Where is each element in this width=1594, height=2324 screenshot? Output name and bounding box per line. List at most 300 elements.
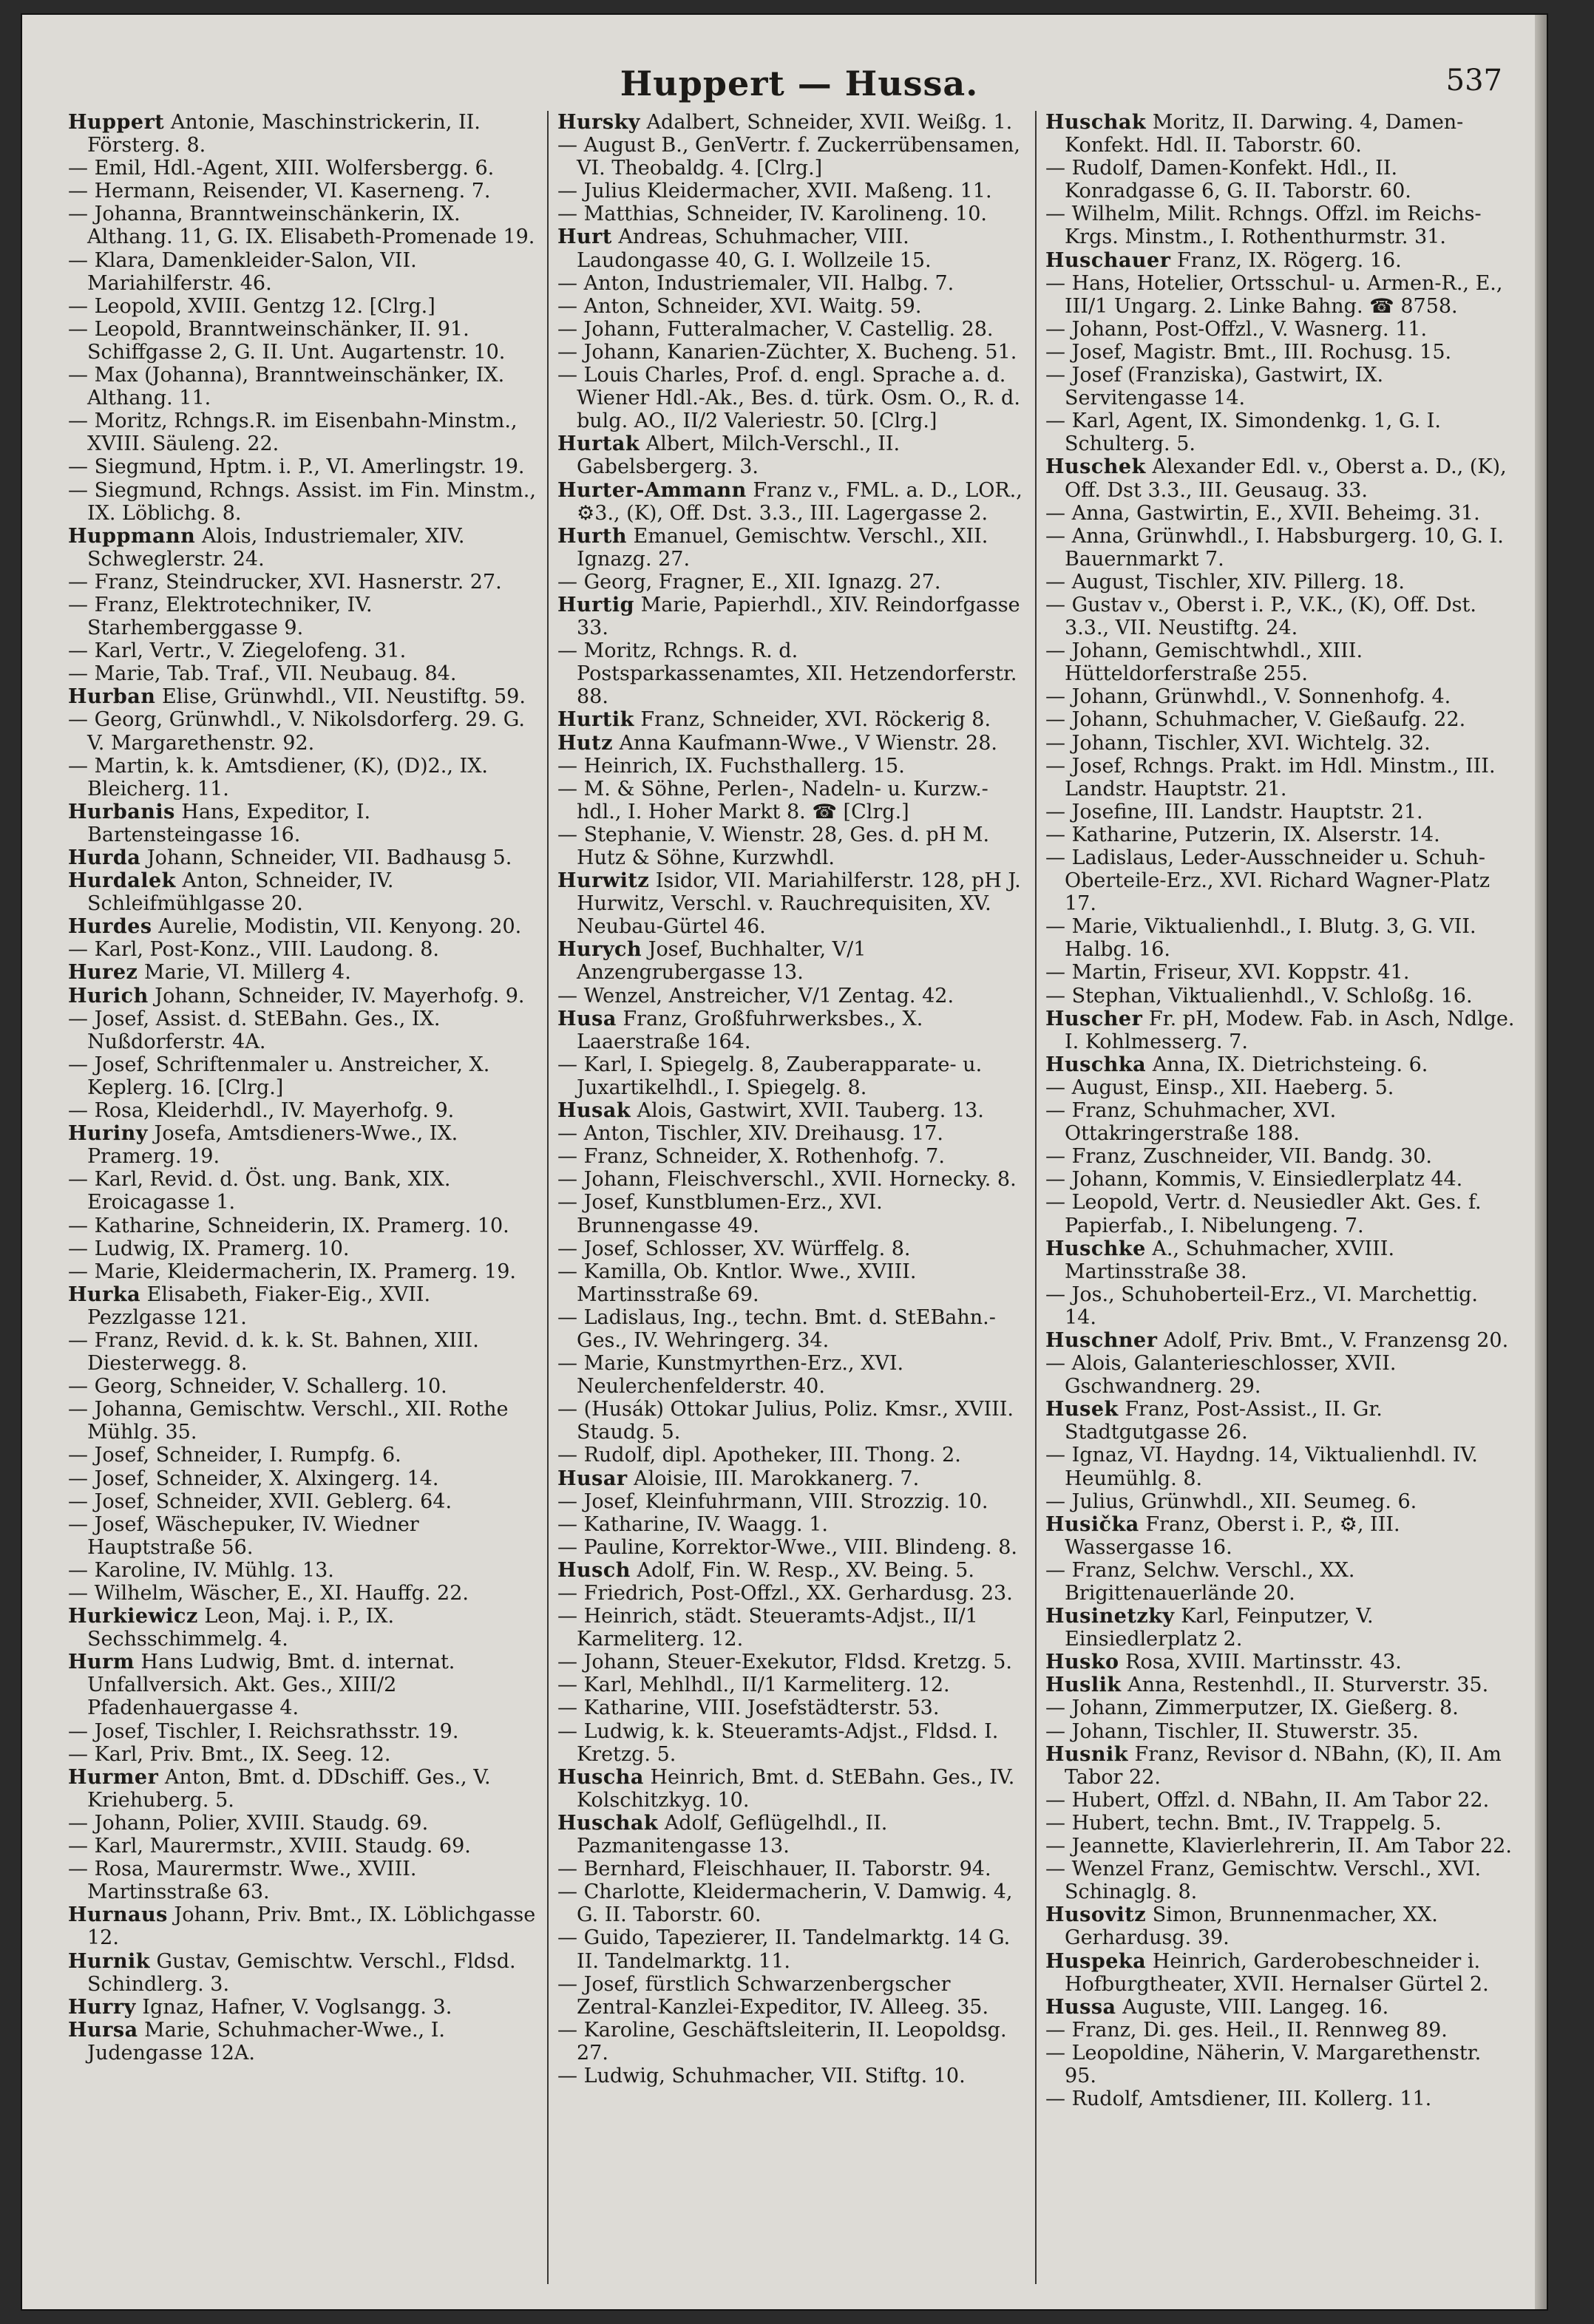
entry-details: — Johann, Steuer-Exekutor, Fldsd. Kretzg. 5. [557, 1651, 1012, 1674]
directory-entry [557, 1766, 1028, 1812]
directory-entry [1045, 823, 1516, 846]
entry-details: Anton, Schneider, IV. Schleifmühlgasse 20. [87, 869, 394, 916]
entry-surname: Hurkiewicz [68, 1605, 198, 1628]
entry-details: — Johanna, Gemischtw. Verschl., XII. Rothe Mühlg. 35. [68, 1398, 509, 1444]
directory-entry [68, 525, 540, 571]
directory-entry [68, 985, 540, 1008]
directory-entry [1045, 1835, 1516, 1858]
directory-entry [1045, 685, 1516, 708]
directory-entry [1045, 1444, 1516, 1489]
directory-entry [557, 203, 1028, 225]
entry-surname: Hurtik [557, 708, 634, 732]
entry-details: Anna, IX. Dietrichsteing. 6. [1146, 1053, 1428, 1076]
directory-entry [557, 2019, 1028, 2065]
entry-details: — Josef, Wäschepuker, IV. Wiedner Hauptstraße 56. [68, 1512, 419, 1559]
directory-entry [1045, 1651, 1516, 1674]
directory-entry [68, 1237, 540, 1260]
directory-entry [1045, 1559, 1516, 1605]
directory-entry [1045, 1352, 1516, 1398]
entry-details: — Johann, Schuhmacher, V. Gießaufg. 22. [1045, 708, 1466, 732]
entry-surname: Husek [1045, 1398, 1119, 1421]
entry-surname: Husar [557, 1467, 628, 1490]
entry-details: — August, Einsp., XII. Haeberg. 5. [1045, 1076, 1394, 1099]
directory-entry [1045, 1099, 1516, 1145]
entry-details: Gustav, Gemischtw. Verschl., Fldsd. Schindlerg. 3. [87, 1949, 516, 1996]
entry-details: Auguste, VIII. Langeg. 16. [1116, 1995, 1389, 2019]
directory-entry [68, 1605, 540, 1651]
entry-details: — Anna, Gastwirtin, E., XVII. Beheimg. 31. [1045, 501, 1480, 525]
entry-surname: Huscha [557, 1765, 644, 1789]
directory-entry [557, 1168, 1028, 1191]
running-title: Huppert — Hussa. [620, 64, 979, 103]
directory-entry [68, 455, 540, 478]
directory-entry [68, 708, 540, 754]
entry-surname: Hurnik [68, 1949, 150, 1973]
directory-entry [68, 1329, 540, 1375]
directory-entry [557, 1099, 1028, 1122]
entry-details: Karl, Feinputzer, V. Einsiedlerplatz 2. [1065, 1605, 1374, 1651]
entry-details: Franz, Großfuhrwerksbes., X. Laaerstraße 164. [577, 1007, 923, 1053]
directory-entry [1045, 915, 1516, 961]
entry-details: — Josef, Kunstblumen-Erz., XVI. Brunnengasse 49. [557, 1191, 883, 1237]
directory-entry [557, 1467, 1028, 1490]
entry-details: Johann, Schneider, VII. Badhausg 5. [140, 846, 512, 869]
directory-entry [68, 1008, 540, 1053]
entry-details: Franz v., FML. a. D., LOR., ⚙3., (K), Off. Dst. 3.3., III. Lagergasse 2. [577, 478, 1022, 525]
directory-entry [1045, 2042, 1516, 2087]
entry-details: — Rudolf, Damen-Konfekt. Hdl., II. Konradgasse 6, G. II. Taborstr. 60. [1045, 157, 1411, 203]
entry-surname: Hurry [68, 1995, 136, 2019]
directory-entry [557, 1444, 1028, 1467]
directory-entry [557, 732, 1028, 755]
directory-entry [1045, 111, 1516, 157]
directory-entry [68, 295, 540, 318]
directory-entry [68, 1444, 540, 1467]
directory-entry [1045, 410, 1516, 455]
entry-details: — Klara, Damenkleider-Salon, VII. Mariahilferstr. 46. [68, 248, 417, 295]
entry-details: — Johann, Kanarien-Züchter, X. Bucheng. 51. [557, 340, 1017, 364]
directory-entry [1045, 1237, 1516, 1283]
entry-details: — Karl, Agent, IX. Simondenkg. 1, G. I. Schulterg. 5. [1045, 410, 1441, 456]
directory-entry [557, 1398, 1028, 1444]
entry-surname: Huscher [1045, 1007, 1143, 1030]
directory-entry [1045, 1720, 1516, 1743]
entry-surname: Husak [557, 1099, 631, 1123]
entry-details: — Charlotte, Kleidermacherin, V. Damwig. 4, G. II. Taborstr. 60. [557, 1880, 1013, 1927]
entry-details: — Wilhelm, Wäscher, E., XI. Hauffg. 22. [68, 1582, 469, 1605]
entry-details: — Jeannette, Klavierlehrerin, II. Am Tabor 22. [1045, 1835, 1512, 1858]
entry-details: — Johann, Tischler, II. Stuwerstr. 35. [1045, 1719, 1419, 1743]
directory-entry [557, 938, 1028, 984]
directory-entry [68, 1283, 540, 1329]
entry-surname: Huschke [1045, 1237, 1146, 1260]
directory-entry [1045, 639, 1516, 685]
entry-surname: Huslik [1045, 1674, 1122, 1697]
directory-entry [1045, 1812, 1516, 1835]
entry-surname: Husovitz [1045, 1903, 1147, 1927]
directory-entry [1045, 1329, 1516, 1352]
entry-details: — Josef, Schneider, X. Alxingerg. 14. [68, 1467, 439, 1490]
directory-entry [1045, 846, 1516, 915]
directory-entry [557, 2065, 1028, 2087]
entry-surname: Hurter-Ammann [557, 478, 747, 502]
directory-entry [1045, 985, 1516, 1008]
entry-details: — Karl, Priv. Bmt., IX. Seeg. 12. [68, 1742, 391, 1766]
entry-details: Rosa, XVIII. Martinsstr. 43. [1119, 1651, 1402, 1674]
entry-details: — Rudolf, Amtsdiener, III. Kollerg. 11. [1045, 2087, 1432, 2111]
entry-surname: Hurdes [68, 915, 152, 939]
directory-entry [557, 755, 1028, 778]
directory-entry [1045, 961, 1516, 984]
directory-entry [1045, 157, 1516, 203]
directory-entry [1045, 1996, 1516, 2019]
entry-details: — Johann, Fleischverschl., XVII. Hornecky. 8. [557, 1168, 1017, 1192]
entry-details: — Marie, Tab. Traf., VII. Neubaug. 84. [68, 662, 457, 686]
entry-details: — Josef, Schlosser, XV. Würffelg. 8. [557, 1237, 911, 1260]
entry-details: — Matthias, Schneider, IV. Karolineng. 10. [557, 203, 988, 226]
directory-entry [1045, 1903, 1516, 1949]
directory-entry [557, 1926, 1028, 1972]
directory-entry [557, 134, 1028, 180]
directory-entry [1045, 594, 1516, 639]
directory-entry [557, 479, 1028, 525]
entry-details: — Leopold, Vertr. d. Neusiedler Akt. Ges. f. Papierfab., I. Nibelungeng. 7. [1045, 1191, 1482, 1237]
entry-details: — Anton, Schneider, XVI. Waitg. 59. [557, 294, 922, 318]
directory-entry [68, 1812, 540, 1835]
entry-details: — Karl, Revid. d. Öst. ung. Bank, XIX. Eroicagasse 1. [68, 1168, 451, 1214]
entry-surname: Hurdalek [68, 869, 176, 893]
entry-surname: Husička [1045, 1512, 1139, 1536]
entry-details: — (Husák) Ottokar Julius, Poliz. Kmsr., XVIII. Staudg. 5. [557, 1398, 1014, 1444]
entry-details: — Heinrich, städt. Steueramts-Adjst., II/1 Karmeliterg. 12. [557, 1605, 978, 1651]
entry-details: — Johann, Kommis, V. Einsiedlerplatz 44. [1045, 1168, 1463, 1192]
entry-details: — Pauline, Korrektor-Wwe., VIII. Blindeng. 8. [557, 1535, 1017, 1559]
directory-entry [557, 180, 1028, 203]
entry-details: — Bernhard, Fleischhauer, II. Taborstr. 94. [557, 1858, 991, 1881]
directory-entry [68, 180, 540, 203]
entry-surname: Hurm [68, 1651, 135, 1674]
entry-details: — Katharine, VIII. Josefstädterstr. 53. [557, 1696, 940, 1720]
directory-entry [68, 938, 540, 961]
directory-entry [68, 157, 540, 180]
directory-entry [557, 1582, 1028, 1605]
directory-entry [557, 1260, 1028, 1306]
entry-details: Marie, Papierhdl., XIV. Reindorfgasse 33. [577, 593, 1020, 640]
directory-entry [557, 1880, 1028, 1926]
entry-details: Alois, Industriemaler, XIV. Schweglerstr. 24. [87, 524, 465, 571]
entry-details: — Josef, Schneider, XVII. Geblerg. 64. [68, 1489, 452, 1513]
entry-details: — Franz, Elektrotechniker, IV. Starhemberggasse 9. [68, 593, 373, 640]
entry-details: — Katharine, Schneiderin, IX. Pramerg. 10. [68, 1214, 509, 1237]
entry-details: — Georg, Grünwhdl., V. Nikolsdorferg. 29. G. V. Margarethenstr. 92. [68, 708, 525, 755]
directory-entry [557, 111, 1028, 134]
directory-entry [1045, 1513, 1516, 1559]
entry-details: — Wilhelm, Milit. Rchngs. Offzl. im Reichs-Krgs. Minstm., I. Rothenthurmstr. 31. [1045, 203, 1482, 249]
entry-details: — Johann, Zimmerputzer, IX. Gießerg. 8. [1045, 1696, 1459, 1720]
entry-surname: Husinetzky [1045, 1605, 1175, 1628]
entry-details: Adalbert, Schneider, XVII. Weißg. 1. [640, 111, 1013, 134]
directory-entry [68, 1513, 540, 1559]
entry-details: — Siegmund, Hptm. i. P., VI. Amerlingstr. 19. [68, 455, 525, 479]
directory-entry [68, 1743, 540, 1766]
directory-entry [68, 1720, 540, 1743]
directory-entry [1045, 801, 1516, 823]
entry-details: — Ludwig, IX. Pramerg. 10. [68, 1237, 350, 1260]
directory-entry [68, 755, 540, 801]
directory-entry [557, 1306, 1028, 1352]
directory-entry [557, 571, 1028, 594]
entry-surname: Hussa [1045, 1995, 1116, 2019]
directory-entry [557, 1812, 1028, 1858]
entry-details: — Marie, Kunstmyrthen-Erz., XVI. Neulerchenfelderstr. 40. [557, 1352, 904, 1399]
entry-details: — Moritz, Rchngs. R. d. Postsparkassenamtes, XII. Hetzendorferstr. 88. [557, 639, 1017, 709]
entry-details: — Emil, Hdl.-Agent, XIII. Wolfersbergg. 6. [68, 157, 495, 180]
entry-details: A., Schuhmacher, XVIII. Martinsstraße 38. [1065, 1237, 1395, 1283]
directory-entry [68, 685, 540, 708]
entry-details: — Max (Johanna), Branntweinschänker, IX. Althang. 11. [68, 364, 505, 410]
entry-details: — Ludwig, Schuhmacher, VII. Stiftg. 10. [557, 2064, 966, 2087]
entry-details: — Johanna, Branntweinschänkerin, IX. Althang. 11, G. IX. Elisabeth-Promenade 19. [68, 203, 535, 249]
directory-entry [68, 1122, 540, 1168]
entry-details: — Karl, I. Spiegelg. 8, Zauberapparate- u. Juxartikelhdl., I. Spiegelg. 8. [557, 1053, 983, 1099]
entry-surname: Hurt [557, 225, 612, 249]
entry-surname: Hurich [68, 984, 149, 1008]
entry-details: Fr. pH, Modew. Fab. in Asch, Ndlge. I. Kohlmesserg. 7. [1065, 1007, 1515, 1053]
entry-details: — Josef, Assist. d. StEBahn. Ges., IX. Nußdorferstr. 4A. [68, 1007, 441, 1053]
entry-details: — Stephanie, V. Wienstr. 28, Ges. d. pH M. Hutz & Söhne, Kurzwhdl. [557, 823, 990, 869]
directory-entry [557, 778, 1028, 823]
entry-surname: Husch [557, 1558, 631, 1582]
directory-entry [68, 1950, 540, 1996]
entry-details: — Gustav v., Oberst i. P., V.K., (K), Off. Dst. 3.3., VII. Neustiftg. 24. [1045, 593, 1476, 640]
directory-entry [1045, 1008, 1516, 1053]
entry-surname: Huschak [557, 1811, 659, 1835]
entry-surname: Hurth [557, 524, 627, 548]
entry-surname: Hurez [68, 961, 138, 985]
entry-surname: Huriny [68, 1122, 148, 1146]
entry-details: — Julius Kleidermacher, XVII. Maßeng. 11. [557, 180, 992, 203]
directory-entry [68, 410, 540, 455]
entry-surname: Husko [1045, 1651, 1119, 1674]
directory-entry [68, 1467, 540, 1490]
entry-details: — Ladislaus, Ing., techn. Bmt. d. StEBahn.-Ges., IV. Wehringerg. 34. [557, 1305, 996, 1352]
entry-details: — M. & Söhne, Perlen-, Nadeln- u. Kurzw.-hdl., I. Hoher Markt 8. ☎ [Clrg.] [557, 777, 988, 823]
entry-details: — Georg, Schneider, V. Schallerg. 10. [68, 1375, 447, 1399]
entry-details: Alois, Gastwirt, XVII. Tauberg. 13. [631, 1099, 984, 1123]
entry-details: — Franz, Selchw. Verschl., XX. Brigittenauerlände 20. [1045, 1558, 1355, 1605]
column-middle [547, 111, 1035, 2284]
directory-entry [1045, 1789, 1516, 1812]
entry-details: — Johann, Tischler, XVI. Wichtelg. 32. [1045, 731, 1431, 755]
directory-entry [1045, 1053, 1516, 1076]
entry-surname: Huppert [68, 111, 165, 134]
entry-details: Anna Kaufmann-Wwe., V Wienstr. 28. [612, 731, 997, 755]
directory-entry [557, 985, 1028, 1008]
entry-surname: Huppmann [68, 524, 196, 548]
entry-details: Adolf, Priv. Bmt., V. Franzensg 20. [1157, 1328, 1509, 1352]
entry-details: — Kamilla, Ob. Kntlor. Wwe., XVIII. Martinsstraße 69. [557, 1260, 917, 1306]
entry-details: — Karl, Maurermstr., XVIII. Staudg. 69. [68, 1835, 471, 1858]
entry-surname: Hurwitz [557, 869, 650, 893]
entry-surname: Huspeka [1045, 1949, 1147, 1973]
entry-details: — Johann, Gemischtwhdl., XIII. Hütteldorferstraße 255. [1045, 639, 1363, 686]
entry-details: Adolf, Geflügelhdl., II. Pazmanitengasse 13. [577, 1811, 888, 1858]
entry-details: — Ladislaus, Leder-Ausschneider u. Schuh-Oberteile-Erz., XVI. Richard Wagner-Platz 17. [1045, 846, 1490, 916]
entry-surname: Hurka [68, 1282, 141, 1306]
entry-details: — Georg, Fragner, E., XII. Ignazg. 27. [557, 570, 941, 594]
directory-entry [1045, 1605, 1516, 1651]
entry-surname: Huschek [1045, 455, 1146, 479]
entry-details: — Hermann, Reisender, VI. Kaserneng. 7. [68, 180, 491, 203]
entry-surname: Huschka [1045, 1053, 1147, 1076]
directory-entry [557, 1605, 1028, 1651]
entry-details: — Jos., Schuhoberteil-Erz., VI. Marchettig. 14. [1045, 1282, 1478, 1329]
entry-surname: Hurbanis [68, 800, 175, 823]
entry-details: — Martin, Friseur, XVI. Koppstr. 41. [1045, 961, 1410, 985]
directory-entry [68, 203, 540, 248]
directory-entry [557, 1191, 1028, 1237]
directory-entry [557, 1651, 1028, 1674]
entry-details: — Josef, Schneider, I. Rumpfg. 6. [68, 1444, 401, 1467]
directory-entry [68, 1582, 540, 1605]
directory-entry [1045, 1145, 1516, 1168]
entry-surname: Hurnaus [68, 1903, 168, 1927]
entry-surname: Hurtak [557, 432, 640, 456]
entry-details: Adolf, Fin. W. Resp., XV. Being. 5. [630, 1558, 974, 1582]
directory-entry [68, 479, 540, 525]
entry-details: — Karl, Mehlhdl., II/1 Karmeliterg. 12. [557, 1674, 950, 1697]
directory-entry [557, 318, 1028, 341]
directory-entry [1045, 732, 1516, 755]
entry-details: — Ignaz, VI. Haydng. 14, Viktualienhdl. IV. Heumühlg. 8. [1045, 1444, 1478, 1490]
entry-details: — Martin, k. k. Amtsdiener, (K), (D)2., IX. Bleicherg. 11. [68, 754, 489, 801]
directory-entry [68, 801, 540, 846]
directory-entry [1045, 1076, 1516, 1099]
entry-surname: Hurban [68, 685, 156, 709]
entry-details: Franz, Post-Assist., II. Gr. Stadtgutgasse 26. [1065, 1398, 1383, 1444]
directory-entry [68, 1053, 540, 1099]
entry-details: Aurelie, Modistin, VII. Kenyong. 20. [152, 915, 522, 939]
entry-details: Elise, Grünwhdl., VII. Neustiftg. 59. [155, 685, 526, 709]
directory-entry [68, 1398, 540, 1444]
entry-details: — Leopold, XVIII. Gentzg 12. [Clrg.] [68, 294, 435, 318]
directory-entry [68, 1490, 540, 1513]
directory-entry [557, 225, 1028, 271]
directory-entry [557, 1008, 1028, 1053]
entry-details: Albert, Milch-Verschl., II. Gabelsbergerg. 3. [577, 432, 901, 479]
directory-entry [1045, 1696, 1516, 1719]
directory-entry [1045, 1283, 1516, 1329]
entry-details: — Karl, Post-Konz., VIII. Laudong. 8. [68, 938, 439, 962]
entry-details: Emanuel, Gemischtw. Verschl., XII. Ignazg. 27. [577, 524, 988, 571]
entry-details: — Alois, Galanterieschlosser, XVII. Gschwandnerg. 29. [1045, 1352, 1397, 1399]
directory-entry [1045, 1490, 1516, 1513]
directory-entry [68, 869, 540, 915]
directory-entry [1045, 455, 1516, 501]
directory-entry [557, 341, 1028, 364]
entry-details: — Josef, Tischler, I. Reichsrathsstr. 19. [68, 1719, 459, 1743]
entry-details: — Josef, Schriftenmaler u. Anstreicher, X. Keplerg. 16. [Clrg.] [68, 1053, 490, 1099]
entry-surname: Husnik [1045, 1742, 1128, 1766]
directory-entry [1045, 525, 1516, 571]
directory-entry [68, 571, 540, 594]
entry-details: — Hans, Hotelier, Ortsschul- u. Armen-R., E., III/1 Ungarg. 2. Linke Bahng. ☎ 8758. [1045, 271, 1503, 318]
entry-surname: Hutz [557, 731, 613, 755]
directory-entry [1045, 1743, 1516, 1789]
entry-details: — Katharine, Putzerin, IX. Alserstr. 14. [1045, 823, 1440, 846]
directory-entry [1045, 1858, 1516, 1903]
entry-details: — Wenzel, Anstreicher, V/1 Zentag. 42. [557, 984, 954, 1008]
directory-entry [68, 318, 540, 364]
entry-surname: Hurmer [68, 1765, 159, 1789]
column-left [59, 111, 547, 2284]
entry-details: — Anton, Tischler, XIV. Dreihausg. 17. [557, 1122, 943, 1146]
directory-entry [68, 1835, 540, 1858]
directory-entry [557, 1858, 1028, 1880]
directory-entry [68, 1903, 540, 1949]
entry-details: — Karoline, Geschäftsleiterin, II. Leopoldsg. 27. [557, 2018, 1007, 2065]
entry-details: Hans, Expeditor, I. Bartensteingasse 16. [87, 800, 371, 846]
directory-entry [68, 639, 540, 662]
directory-columns [59, 111, 1527, 2284]
entry-details: — Josef, Magistr. Bmt., III. Rochusg. 15. [1045, 340, 1452, 364]
entry-details: — Hubert, techn. Bmt., IV. Trappelg. 5. [1045, 1811, 1442, 1835]
entry-surname: Huschner [1045, 1328, 1158, 1352]
entry-details: — Franz, Revid. d. k. k. St. Bahnen, XIII. Diesterwegg. 8. [68, 1328, 479, 1376]
entry-details: — Anton, Industriemaler, VII. Halbg. 7. [557, 271, 954, 295]
page-number: 537 [1445, 64, 1502, 98]
entry-details: Johann, Priv. Bmt., IX. Löblichgasse 12. [87, 1903, 536, 1950]
entry-details: Anton, Bmt. d. DDschiff. Ges., V. Kriehuberg. 5. [87, 1765, 491, 1812]
entry-details: — Franz, Schuhmacher, XVI. Ottakringerstraße 188. [1045, 1099, 1337, 1146]
entry-details: — Marie, Kleidermacherin, IX. Pramerg. 19. [68, 1260, 516, 1283]
entry-details: Marie, VI. Millerg 4. [138, 961, 351, 985]
entry-details: — Josef, Rchngs. Prakt. im Hdl. Minstm., III. Landstr. Hauptstr. 21. [1045, 754, 1496, 801]
entry-details: — Wenzel Franz, Gemischtw. Verschl., XVI. Schinaglg. 8. [1045, 1858, 1482, 1904]
directory-entry [1045, 1950, 1516, 1996]
directory-entry [1045, 1398, 1516, 1444]
directory-entry [68, 915, 540, 938]
directory-entry [1045, 2087, 1516, 2110]
directory-entry [557, 1973, 1028, 2019]
directory-entry [557, 1513, 1028, 1536]
directory-entry [68, 1559, 540, 1582]
entry-surname: Huschauer [1045, 248, 1171, 272]
entry-details: Josef, Buchhalter, V/1 Anzengrubergasse 13. [577, 938, 866, 985]
entry-details: — Stephan, Viktualienhdl., V. Schloßg. 16. [1045, 984, 1473, 1008]
entry-details: — Leopold, Branntweinschänker, II. 91. Schiffgasse 2, G. II. Unt. Augartenstr. 10. [68, 317, 506, 364]
entry-surname: Hursa [68, 2018, 138, 2042]
directory-entry [68, 594, 540, 639]
entry-details: Ignaz, Hafner, V. Voglsangg. 3. [135, 1995, 452, 2019]
directory-entry [68, 1168, 540, 1214]
directory-entry [1045, 341, 1516, 364]
entry-details: Moritz, II. Darwing. 4, Damen-Konfekt. Hdl. II. Taborstr. 60. [1065, 111, 1464, 157]
entry-details: — Josef, Kleinfuhrmann, VIII. Strozzig. 10. [557, 1489, 988, 1513]
entry-details: — Moritz, Rchngs.R. im Eisenbahn-Minstm., XVIII. Säuleng. 22. [68, 410, 518, 456]
directory-page [22, 15, 1547, 2309]
entry-details: — August, Tischler, XIV. Pillerg. 18. [1045, 570, 1405, 594]
entry-surname: Hursky [557, 111, 640, 134]
entry-details: — Karl, Vertr., V. Ziegelofeng. 31. [68, 639, 407, 663]
directory-entry [68, 1214, 540, 1237]
directory-entry [557, 1145, 1028, 1168]
entry-details: Franz, Oberst i. P., ⚙, III. Wassergasse 16. [1065, 1512, 1400, 1559]
directory-entry [1045, 755, 1516, 801]
entry-details: — Johann, Grünwhdl., V. Sonnenhofg. 4. [1045, 685, 1451, 709]
directory-entry [1045, 1191, 1516, 1237]
directory-entry [68, 1766, 540, 1812]
